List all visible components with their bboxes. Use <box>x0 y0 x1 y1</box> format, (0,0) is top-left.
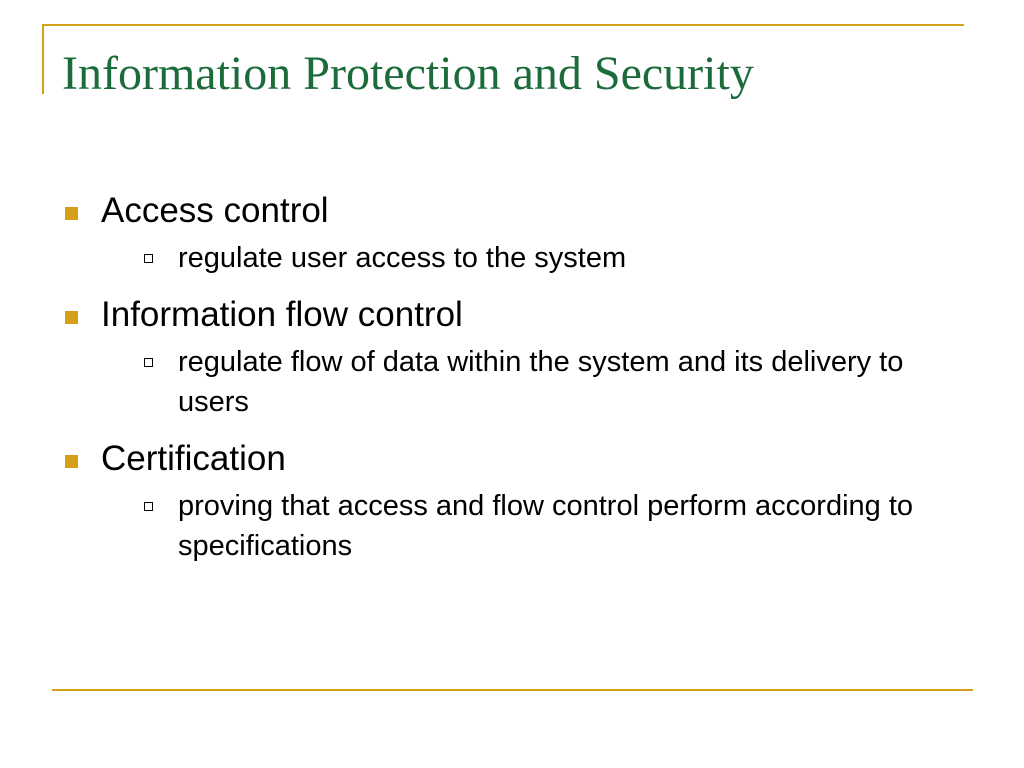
sub-bullet-text: proving that access and flow control perform according to specifications <box>178 490 914 562</box>
slide-title: Information Protection and Security <box>62 47 754 100</box>
hollow-square-bullet-icon <box>144 358 153 367</box>
hollow-square-bullet-icon <box>144 254 153 263</box>
bullet-text: Certification <box>101 439 286 478</box>
sub-bullet-item <box>178 486 938 566</box>
square-bullet-icon <box>65 311 78 324</box>
bullet-text: Information flow control <box>101 295 463 334</box>
bullet-text: Access control <box>101 191 329 230</box>
frame-top-rule <box>42 24 964 26</box>
sub-bullet-text: regulate user access to the system <box>178 242 627 274</box>
bullet-item-certification <box>60 436 960 566</box>
square-bullet-icon <box>65 455 78 468</box>
sub-bullet-item <box>178 342 938 422</box>
square-bullet-icon <box>65 207 78 220</box>
bullet-list <box>60 188 960 566</box>
frame-left-rule <box>42 24 44 94</box>
hollow-square-bullet-icon <box>144 502 153 511</box>
sub-bullet-item <box>178 238 938 278</box>
bullet-item-information-flow-control <box>60 292 960 422</box>
frame-bottom-rule <box>52 689 973 691</box>
bullet-item-access-control <box>60 188 960 278</box>
sub-bullet-text: regulate flow of data within the system and its delivery to users <box>178 346 904 418</box>
